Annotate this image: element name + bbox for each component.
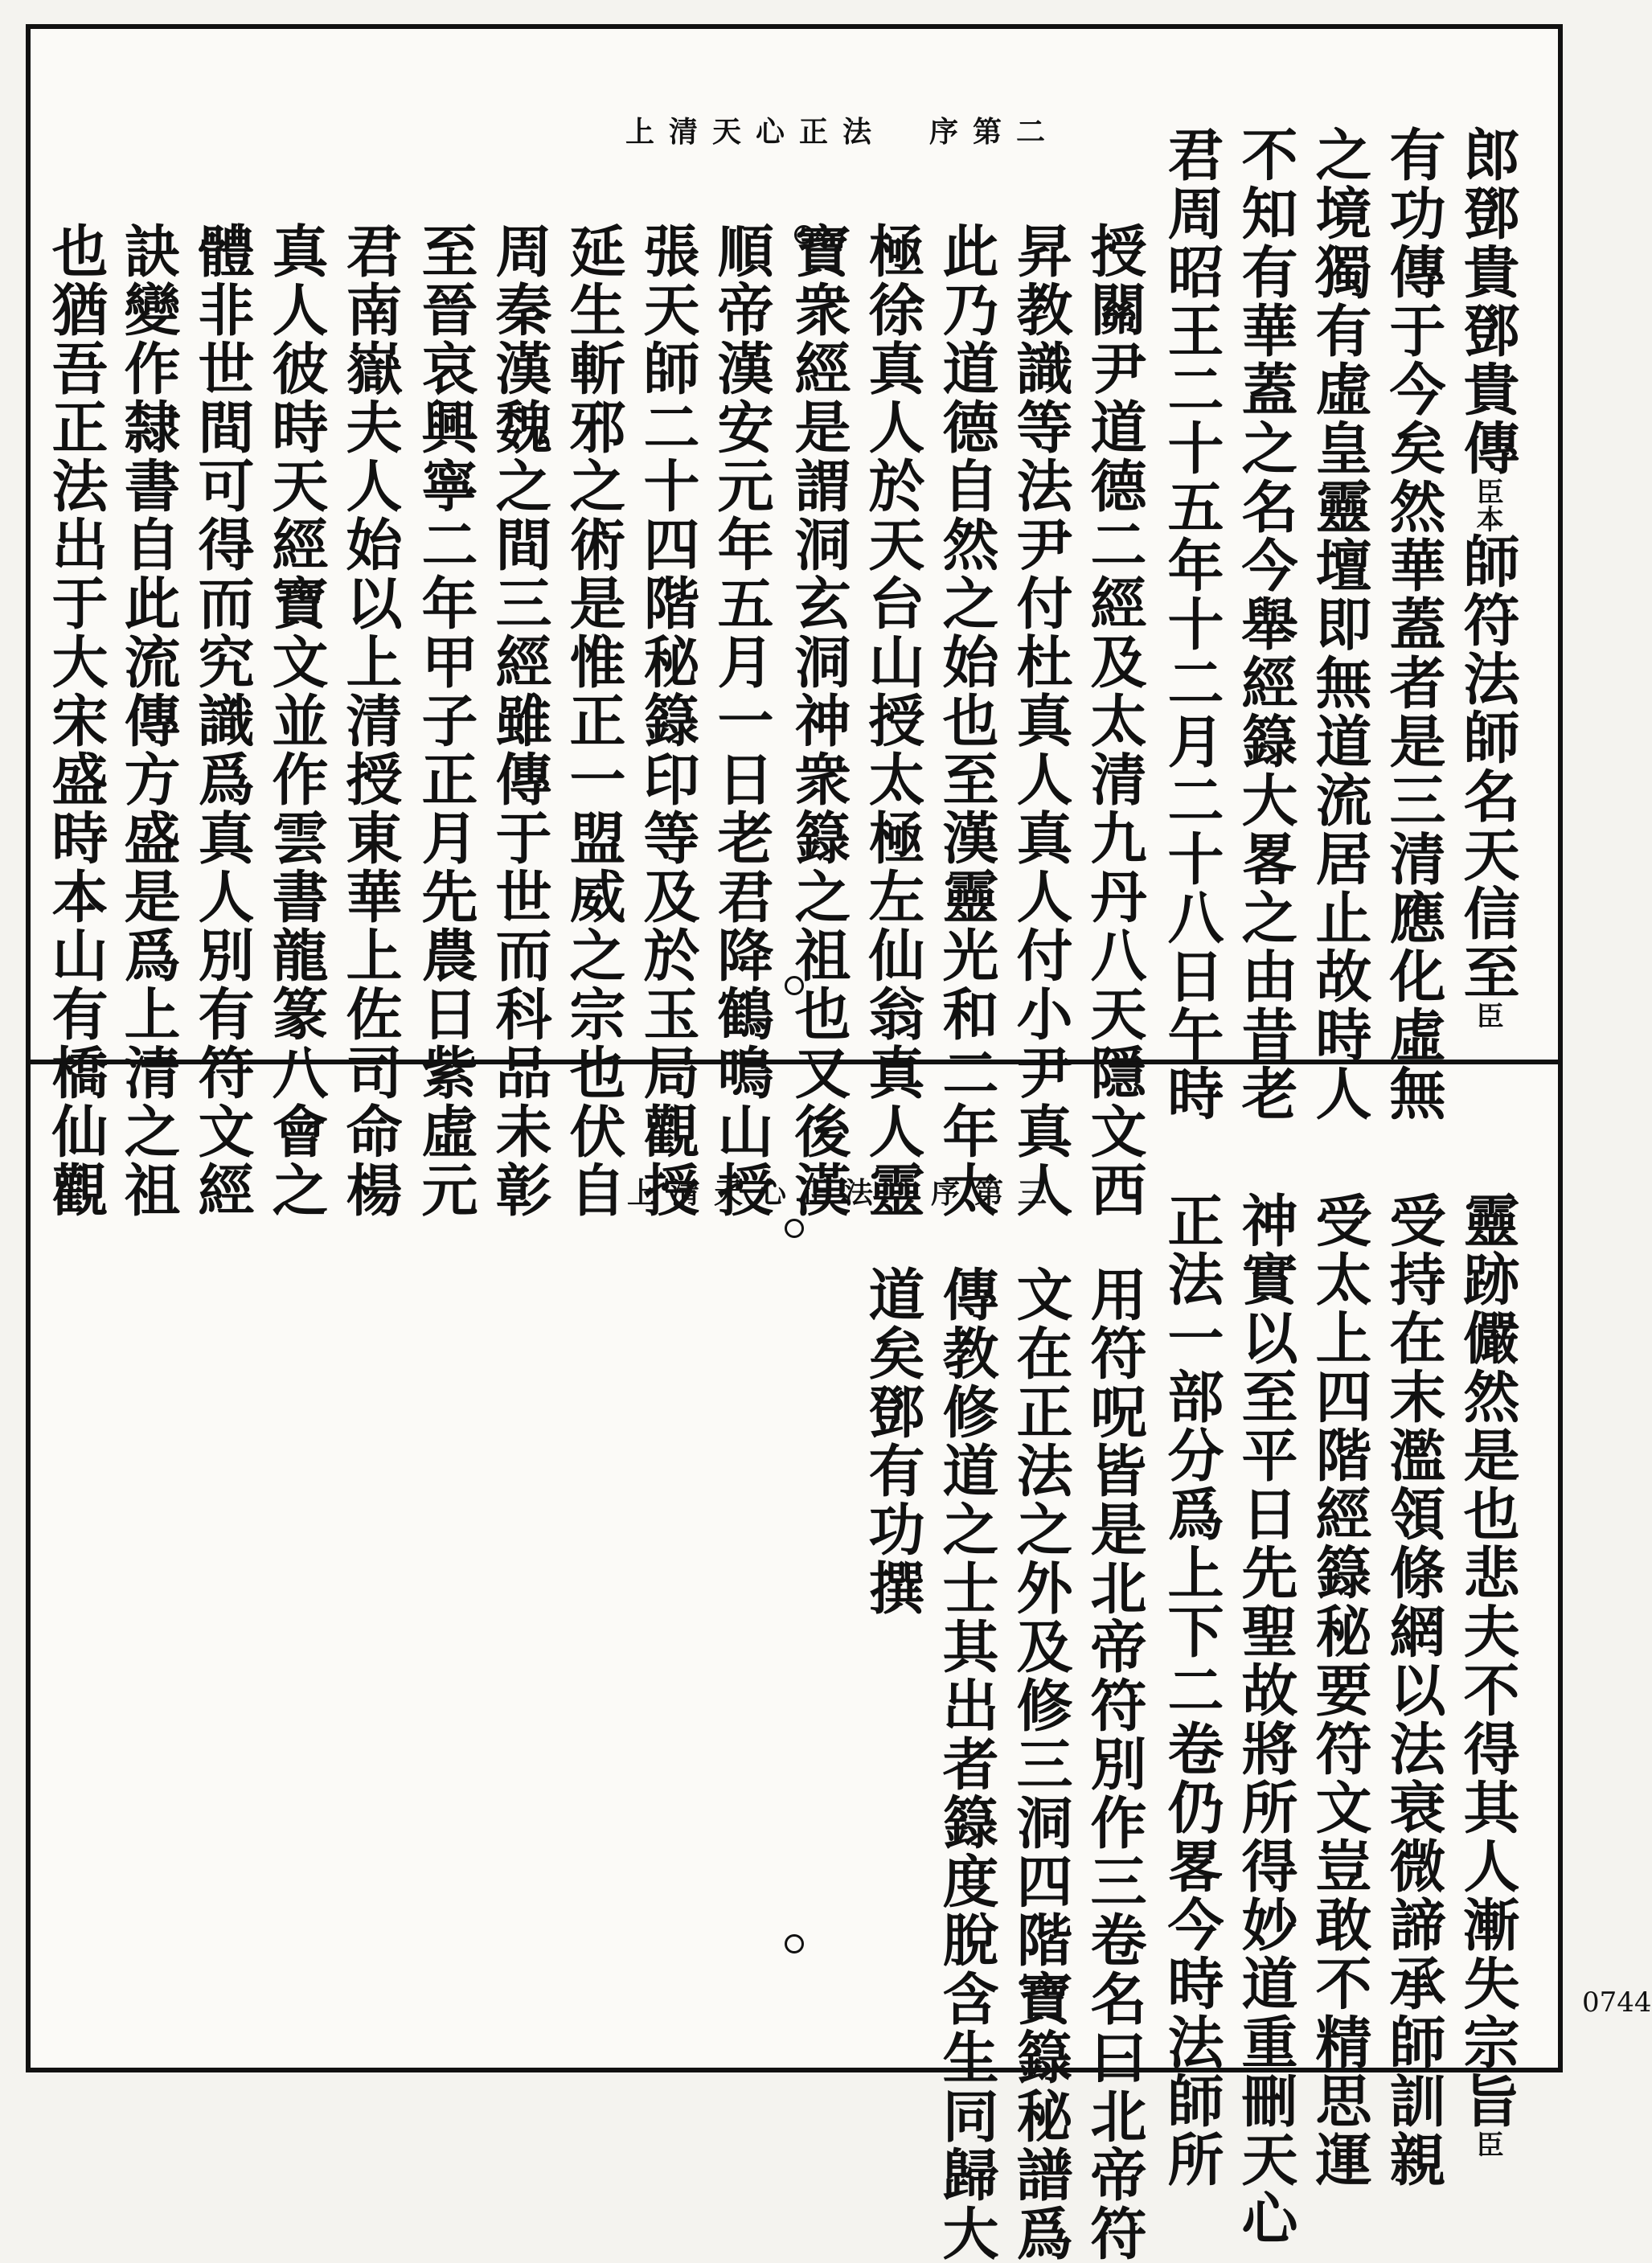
text-column: 周秦漢魏之間三經雖傳于世而科品未彰 <box>486 222 553 1220</box>
text-column: 神實以至平日先聖故將所得妙道重刪天心 <box>1232 1191 1299 2248</box>
text-column: 順帝漢安元年五月一日老君降鶴鳴山授 <box>708 222 775 1220</box>
text-column: 此乃道德自然之始也至漢靈光和二年太 <box>933 222 1000 1220</box>
text-column: 君南嶽夫人始以上清授東華上佐司命楊 <box>337 222 404 1220</box>
page-number: 0744 <box>1582 1986 1652 2019</box>
circle-mark <box>785 1934 804 1953</box>
text-column: 受持在末濫領條網以法衰微諦承師訓親 <box>1380 1191 1447 2189</box>
text-column: 受太上四階經籙秘要符文豈敢不精思運 <box>1306 1191 1373 2189</box>
text-column: 延生斬邪之術是惟正一盟威之宗也伏自 <box>560 222 627 1220</box>
text-column: 文在正法之外及修三洞四階寶籙秘譜爲 <box>1007 1265 1074 2263</box>
circle-mark <box>794 225 814 244</box>
text-column: 體非世間可得而究識爲真人別有符文經 <box>189 222 256 1220</box>
circle-mark <box>785 1219 804 1238</box>
text-column: 有功傳于今矣然華蓋者是三清應化虛無 <box>1380 125 1447 1123</box>
bottom-panel <box>31 1064 1558 2263</box>
text-column: 道矣鄧有功撰 <box>859 1265 926 1617</box>
text-column: 至晉哀興寧二年甲子正月先農日紫虛元 <box>412 222 479 1220</box>
page-header: 上清天心正法 序第二 <box>625 115 1060 149</box>
text-column: 張天師二十四階秘籙印等及於玉局觀授 <box>634 222 701 1220</box>
text-column: 用符呪皆是北帝符別作三卷名曰北帝符 <box>1081 1265 1148 2263</box>
text-column: 不知有華蓋之名今舉經籙大畧之由昔老 <box>1232 125 1299 1123</box>
text-column: 傳教修道之士其出者籙度脫含生同歸大 <box>933 1265 1000 2263</box>
text-column: 訣變作隸書自此流傳方盛是爲上清之祖 <box>115 222 182 1220</box>
text-column: 正法一部分爲上下二卷仍畧今時法師所 <box>1158 1191 1225 2189</box>
text-column: 寶衆經是謂洞玄洞神衆籙之祖也又後漢 <box>785 222 852 1220</box>
text-column: 靈跡儼然是也悲夫不得其人漸失宗旨臣 <box>1454 1191 1521 2158</box>
text-column: 之境獨有虛皇靈壇即無道流居止故時人 <box>1306 125 1373 1123</box>
text-column: 君周昭王二十五年十二月二十八日午時 <box>1158 125 1225 1123</box>
text-column: 也猶吾正法出于大宋盛時本山有橋仙觀 <box>43 222 109 1220</box>
text-column: 真人彼時天經寶文並作雲書龍篆八會之 <box>263 222 330 1220</box>
page-header: 上清天心正法 序第三 <box>627 1176 1062 1210</box>
text-column: 授關尹道德二經及太清九丹八天隱文西 <box>1081 222 1148 1220</box>
text-column: 昇教識等法尹付杜真人真人付小尹真人 <box>1007 222 1074 1220</box>
text-column: 極徐真人於天台山授太極左仙翁真人靈 <box>859 222 926 1220</box>
circle-mark <box>785 976 804 995</box>
text-column: 郎鄧貴鄧貴傳臣本師符法師名天信至臣 <box>1454 125 1521 1029</box>
